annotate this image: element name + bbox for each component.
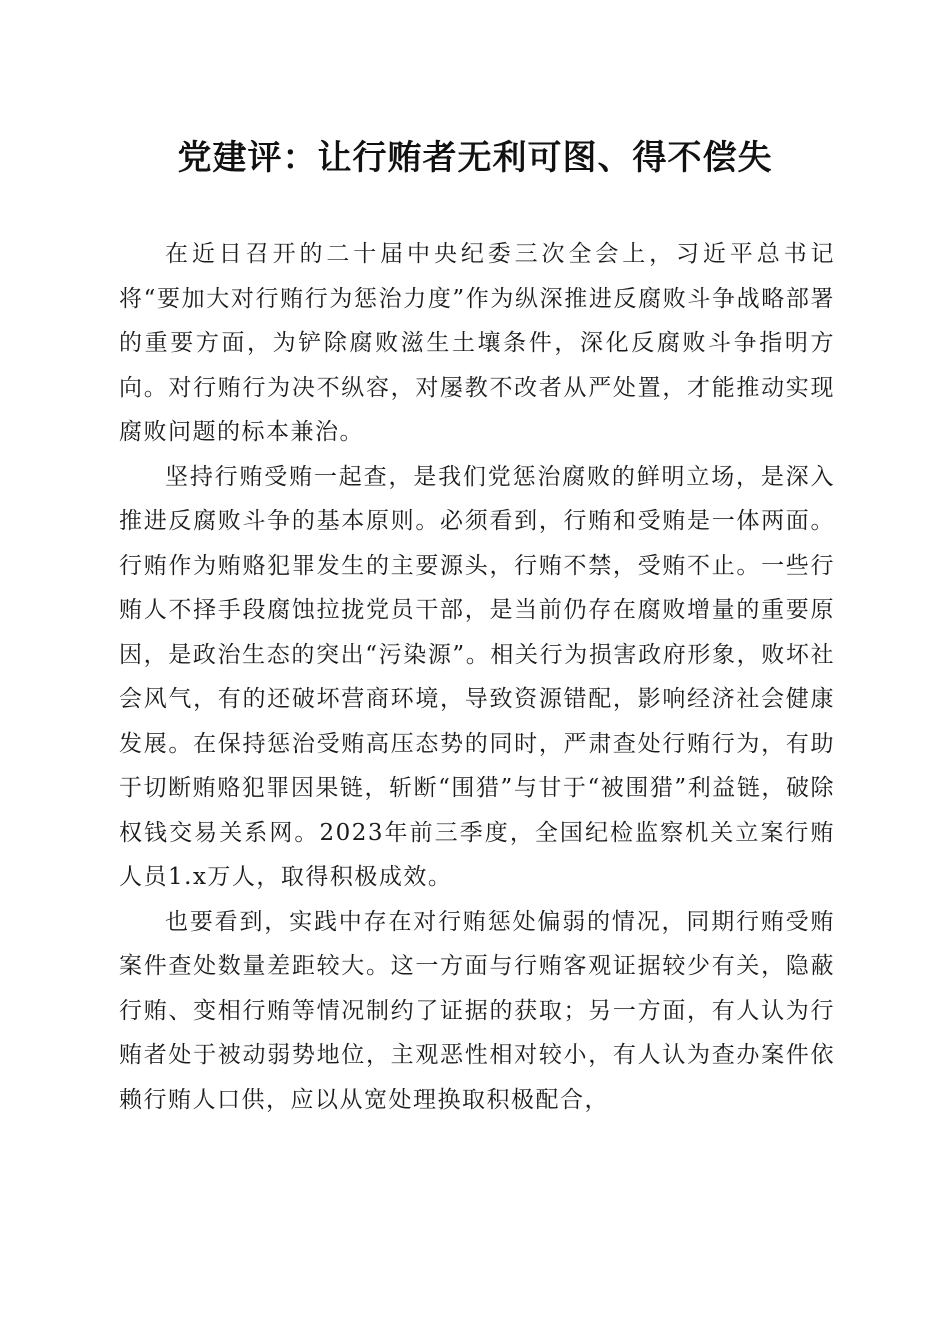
paragraph-1: 在近日召开的二十届中央纪委三次全会上，习近平总书记将“要加大对行贿行为惩治力度”作为纵深推进反腐败斗争战略部署的重要方面，为铲除腐败滋生土壤条件，深化反腐败斗争指明方向。对行贿行为决不纵容，对屡教不改者从严处置，才能推动实现腐败问题的标本兼治。 xyxy=(119,241,835,445)
paragraph-2: 坚持行贿受贿一起查，是我们党惩治腐败的鲜明立场，是深入推进反腐败斗争的基本原则。必须看到，行贿和受贿是一体两面。行贿作为贿赂犯罪发生的主要源头，行贿不禁，受贿不止。一些行贿人不择手段腐蚀拉拢党员干部，是当前仍存在腐败增量的重要原因，是政治生态的突出“污染源”。相关行为损害政府形象，败坏社会风气，有的还破坏营商环境，导致资源错配，影响经济社会健康发展。在保持惩治受贿高压态势的同时，严肃查处行贿行为，有助于切断贿赂犯罪因果链，斩断“围猎”与甘于“被围猎”利益链，破除权钱交易关系网。2023年前三季度，全国纪检监察机关立案行贿人员1.x万人，取得积极成效。 xyxy=(119,463,835,890)
document-body xyxy=(119,232,835,1122)
document-title: 党建评：让行贿者无利可图、得不偿失 xyxy=(177,138,773,178)
paragraph-3: 也要看到，实践中存在对行贿惩处偏弱的情况，同期行贿受贿案件查处数量差距较大。这一方面与行贿客观证据较少有关，隐蔽行贿、变相行贿等情况制约了证据的获取；另一方面，有人认为行贿者处于被动弱势地位，主观恶性相对较小，有人认为查办案件依赖行贿人口供，应以从宽处理换取积极配合， xyxy=(119,908,835,1113)
